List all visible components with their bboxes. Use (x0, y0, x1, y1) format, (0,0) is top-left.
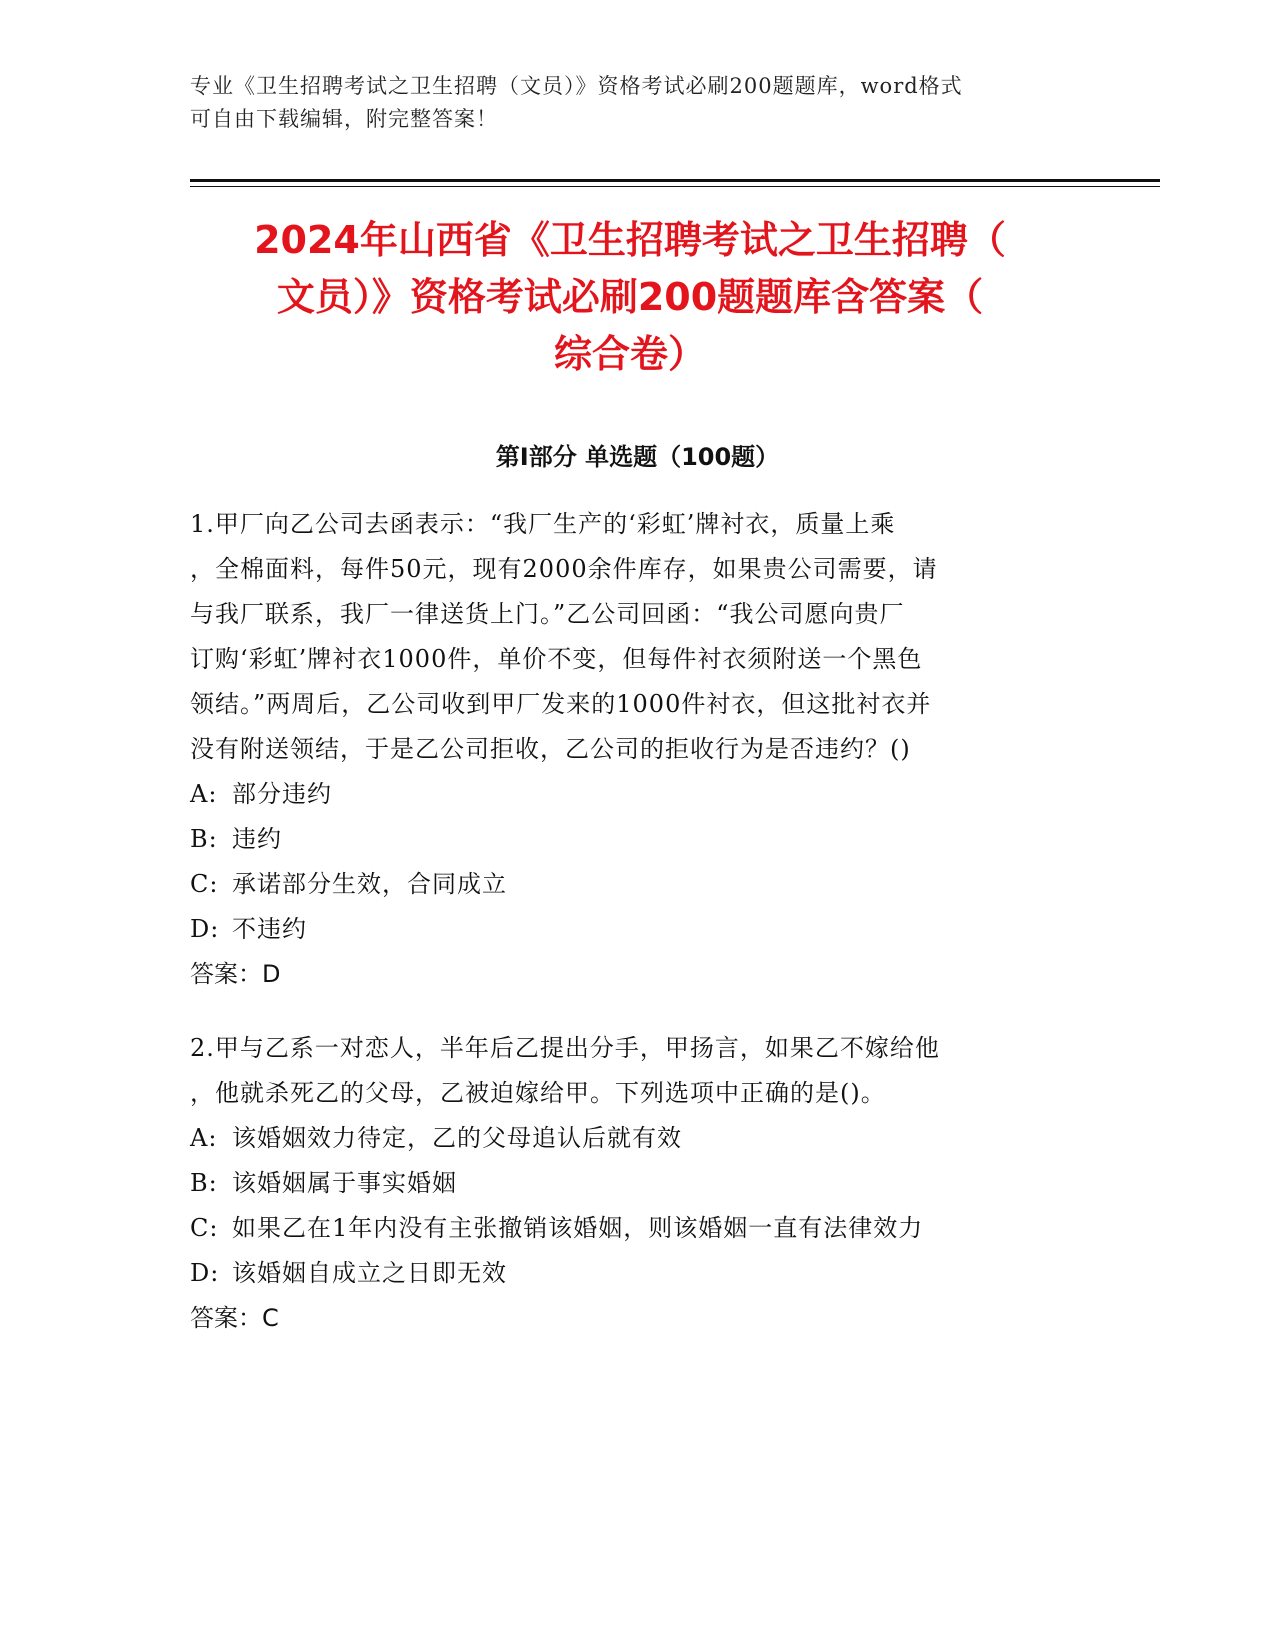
section-heading: 第Ⅰ部分 单选题（100题） (495, 443, 780, 471)
question-2-line-1: 2.甲与乙系一对恋人，半年后乙提出分手，甲扬言，如果乙不嫁给他 (190, 1034, 940, 1062)
question-1-answer: 答案：D (190, 960, 281, 988)
option-text: 该婚姻自成立之日即无效 (232, 1259, 507, 1287)
header-divider-thin (190, 186, 1160, 187)
question-1-line-5: 领结。”两周后，乙公司收到甲厂发来的1000件衬衣，但这批衬衣并 (190, 690, 932, 718)
option-key: A: (190, 780, 218, 808)
option-key: D: (190, 915, 220, 943)
question-2-option-a (190, 1116, 1080, 1161)
header-note (190, 70, 1070, 136)
question-2-option-b (190, 1161, 1080, 1206)
question-2-line-2: ，他就杀死乙的父母，乙被迫嫁给甲。下列选项中正确的是()。 (190, 1079, 886, 1107)
option-key: C: (190, 1214, 219, 1242)
document-title (180, 212, 1080, 383)
option-key: C: (190, 870, 219, 898)
option-text: 违约 (232, 825, 282, 853)
question-1 (190, 502, 1080, 997)
title-line-1: 2024年山西省《卫生招聘考试之卫生招聘（ (254, 218, 1006, 262)
question-2-answer: 答案：C (190, 1304, 279, 1332)
option-key: B: (190, 1169, 218, 1197)
question-1-line-2: ，全棉面料，每件50元，现有2000余件库存，如果贵公司需要，请 (190, 555, 938, 583)
question-1-line-3: 与我厂联系，我厂一律送货上门。”乙公司回函：“我公司愿向贵厂 (190, 600, 905, 628)
question-1-line-4: 订购‘彩虹’牌衬衣1000件，单价不变，但每件衬衣须附送一个黑色 (190, 645, 923, 673)
header-divider-thick (190, 179, 1160, 182)
title-line-3: 综合卷） (553, 332, 706, 376)
option-key: B: (190, 825, 218, 853)
header-note-line-2: 可自由下载编辑，附完整答案！ (190, 107, 498, 131)
option-text: 不违约 (232, 915, 307, 943)
option-text: 该婚姻效力待定，乙的父母追认后就有效 (232, 1124, 682, 1152)
title-line-2: 文员）》资格考试必刷200题题库含答案（ (276, 275, 984, 319)
question-1-option-c (190, 862, 1080, 907)
option-text: 部分违约 (232, 780, 332, 808)
option-text: 该婚姻属于事实婚姻 (232, 1169, 457, 1197)
header-note-line-1: 专业《卫生招聘考试之卫生招聘（文员）》资格考试必刷200题题库，word格式 (190, 74, 963, 98)
question-2-option-c (190, 1206, 1080, 1251)
question-1-option-b (190, 817, 1080, 862)
question-1-line-1: 1.甲厂向乙公司去函表示：“我厂生产的‘彩虹’牌衬衣，质量上乘 (190, 510, 896, 538)
option-text: 如果乙在1年内没有主张撤销该婚姻，则该婚姻一直有法律效力 (232, 1214, 924, 1242)
question-1-option-d (190, 907, 1080, 952)
option-key: D: (190, 1259, 220, 1287)
option-text: 承诺部分生效，合同成立 (232, 870, 507, 898)
question-2-option-d (190, 1251, 1080, 1296)
question-1-option-a (190, 772, 1080, 817)
question-2 (190, 1026, 1080, 1341)
question-1-line-6: 没有附送领结，于是乙公司拒收，乙公司的拒收行为是否违约？() (190, 735, 911, 763)
option-key: A: (190, 1124, 218, 1152)
